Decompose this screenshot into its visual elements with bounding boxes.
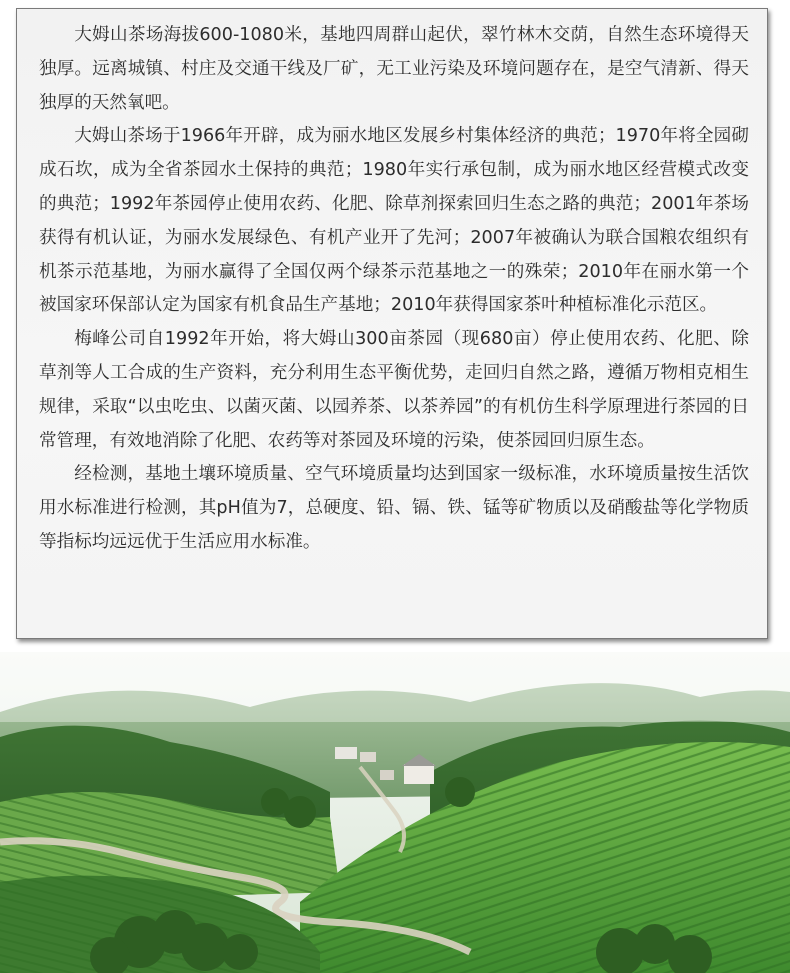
article-paragraph-1: 大姆山茶场海拔600-1080米，基地四周群山起伏，翠竹林木交荫，自然生态环境得天独厚。远离城镇、村庄及交通干线及厂矿，无工业污染及环境问题存在，是空气清新、得天独厚的天然氧吧。 [39, 25, 749, 113]
article-card [16, 8, 768, 639]
landscape-illustration [0, 652, 790, 973]
haze [0, 652, 790, 722]
article-paragraph-3: 梅峰公司自1992年开始，将大姆山300亩茶园（现680亩）停止使用农药、化肥、除草剂等人工合成的生产资料，充分利用生态平衡优势，走回归自然之路，遵循万物相克相生规律，采取“以虫吃虫、以菌灭菌、以园养茶、以茶养园”的有机仿生科学原理进行茶园的日常管理，有效地消除了化肥、农药等对茶园及环境的污染，使茶园回归原生态。 [39, 329, 749, 451]
article-paragraph-4: 经检测，基地土壤环境质量、空气环境质量均达到国家一级标准，水环境质量按生活饮用水标准进行检测，其pH值为7，总硬度、铅、镉、铁、锰等矿物质以及硝酸盐等化学物质等指标均远远优于生活应用水标准。 [39, 464, 749, 552]
tea-plantation-photo [0, 652, 790, 973]
article-paragraph-2: 大姆山茶场于1966年开辟，成为丽水地区发展乡村集体经济的典范；1970年将全园砌成石坎，成为全省茶园水土保持的典范；1980年实行承包制，成为丽水地区经营模式改变的典范；1992年茶园停止使用农药、化肥、除草剂探索回归生态之路的典范；2001年茶场获得有机认证，为丽水发展绿色、有机产业开了先河；2007年被确认为联合国粮农组织有机茶示范基地，为丽水赢得了全国仅两个绿茶示范基地之一的殊荣；2010年在丽水第一个被国家环保部认定为国家有机食品生产基地；2010年获得国家茶叶种植标准化示范区。 [39, 126, 749, 316]
